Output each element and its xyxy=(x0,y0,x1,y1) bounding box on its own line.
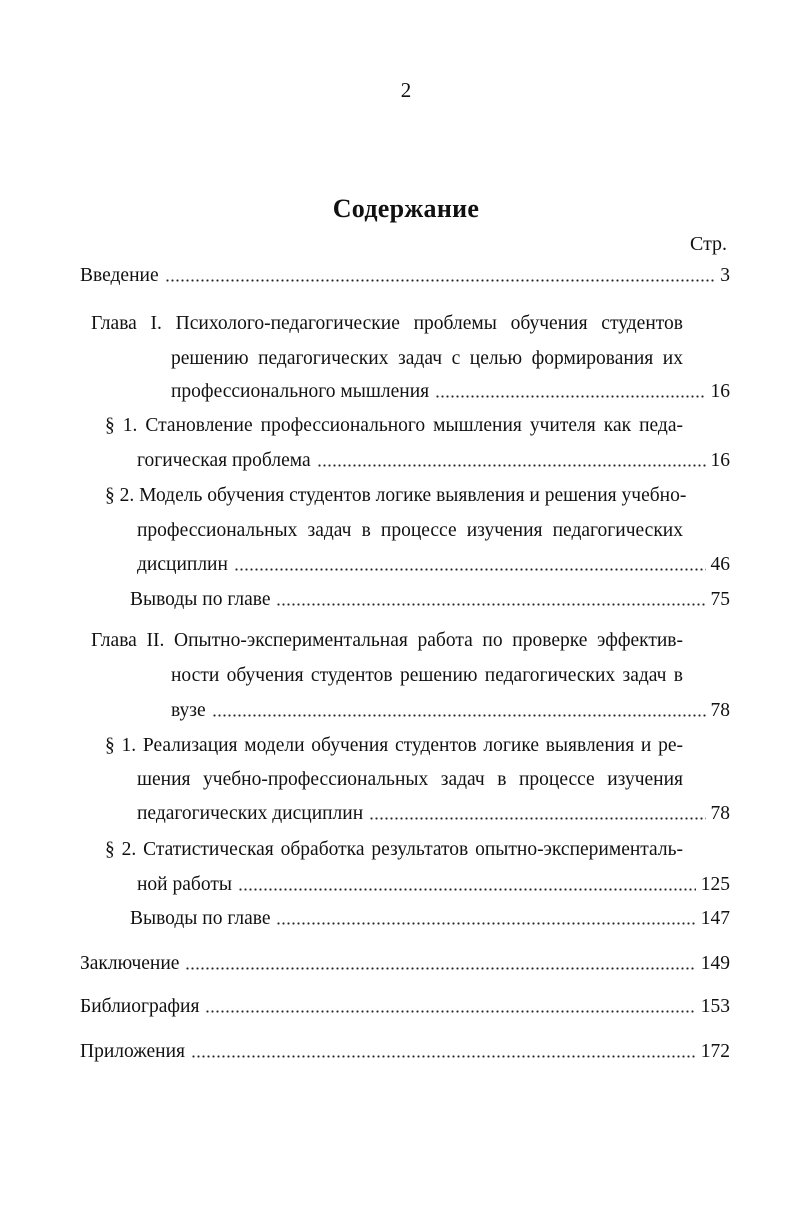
dot-leader xyxy=(435,395,705,398)
toc-ch1-section-1-line-1: § 1. Становление профессионального мышления учителя как педа- xyxy=(105,415,683,436)
dot-leader xyxy=(238,888,696,891)
toc-page-ref: 125 xyxy=(700,874,730,895)
dot-leader xyxy=(317,464,706,467)
dot-leader xyxy=(191,1055,696,1058)
dot-leader xyxy=(165,279,716,282)
toc-page-ref: 3 xyxy=(720,265,730,286)
toc-page-ref: 78 xyxy=(710,700,730,721)
toc-page-ref: 16 xyxy=(710,450,730,471)
page-title: Содержание xyxy=(332,194,480,223)
dot-leader xyxy=(369,817,705,820)
toc-page-ref: 172 xyxy=(700,1041,730,1062)
dot-leader xyxy=(276,603,705,606)
toc-chapter-2-line-2: ности обучения студентов решению педагогических задач в xyxy=(171,665,683,686)
toc-page-ref: 78 xyxy=(710,803,730,824)
toc-entry-title: дисциплин xyxy=(137,554,228,575)
toc-page-ref: 153 xyxy=(700,996,730,1017)
toc-ch2-section-2-line-2 xyxy=(137,873,730,897)
toc-entry-conclusion xyxy=(80,952,730,976)
toc-entry-intro xyxy=(80,264,730,288)
toc-entry-title: гогическая проблема xyxy=(137,450,311,471)
toc-page-ref: 46 xyxy=(710,554,730,575)
page-column-label: Стр. xyxy=(690,233,728,255)
toc-entry-title: Выводы по главе xyxy=(130,908,271,929)
toc-ch2-conclusions xyxy=(130,907,730,931)
dot-leader xyxy=(212,714,706,717)
toc-entry-title: вузе xyxy=(171,700,206,721)
toc-page-ref: 147 xyxy=(700,908,730,929)
toc-chapter-2-line-3 xyxy=(171,699,730,723)
toc-page-ref: 16 xyxy=(710,381,730,402)
dot-leader xyxy=(234,568,706,571)
toc-page-ref: 149 xyxy=(700,953,730,974)
toc-entry-title: профессионального мышления xyxy=(171,381,430,402)
toc-chapter-1-line-3 xyxy=(171,380,730,404)
toc-chapter-1-line-2: решению педагогических задач с целью формирования их xyxy=(171,348,683,369)
toc-entry-title: педагогических дисциплин xyxy=(137,803,364,824)
toc-ch1-section-2-line-3 xyxy=(137,553,730,577)
toc-ch1-section-2-line-2: профессиональных задач в процессе изучения педагогических xyxy=(137,520,683,541)
dot-leader xyxy=(276,922,695,925)
toc-entry-title: Заключение xyxy=(80,953,180,974)
toc-entry-title: Введение xyxy=(80,265,159,286)
toc-entry-bibliography xyxy=(80,995,730,1019)
toc-ch2-section-1-line-3 xyxy=(137,802,730,826)
dot-leader xyxy=(205,1010,695,1013)
toc-chapter-1-line-1: Глава I. Психолого-педагогические проблемы обучения студентов xyxy=(91,313,683,334)
toc-entry-title: Приложения xyxy=(80,1041,185,1062)
toc-ch1-conclusions xyxy=(130,588,730,612)
dot-leader xyxy=(185,967,695,970)
toc-ch1-section-1-line-2 xyxy=(137,449,730,473)
toc-entry-title: ной работы xyxy=(137,874,232,895)
toc-ch2-section-1-line-1: § 1. Реализация модели обучения студентов логике выявления и ре- xyxy=(105,735,683,756)
page-number: 2 xyxy=(400,78,412,102)
toc-page-ref: 75 xyxy=(710,589,730,610)
toc-ch2-section-1-line-2: шения учебно-профессиональных задач в процессе изучения xyxy=(137,769,683,790)
toc-entry-title: Библиография xyxy=(80,996,200,1017)
toc-entry-title: Выводы по главе xyxy=(130,589,271,610)
toc-entry-appendices xyxy=(80,1040,730,1064)
toc-ch1-section-2-line-1: § 2. Модель обучения студентов логике выявления и решения учебно- xyxy=(105,485,687,506)
toc-chapter-2-line-1: Глава II. Опытно-экспериментальная работа по проверке эффектив- xyxy=(91,630,683,651)
toc-ch2-section-2-line-1: § 2. Статистическая обработка результатов опытно-эксперименталь- xyxy=(105,839,683,860)
